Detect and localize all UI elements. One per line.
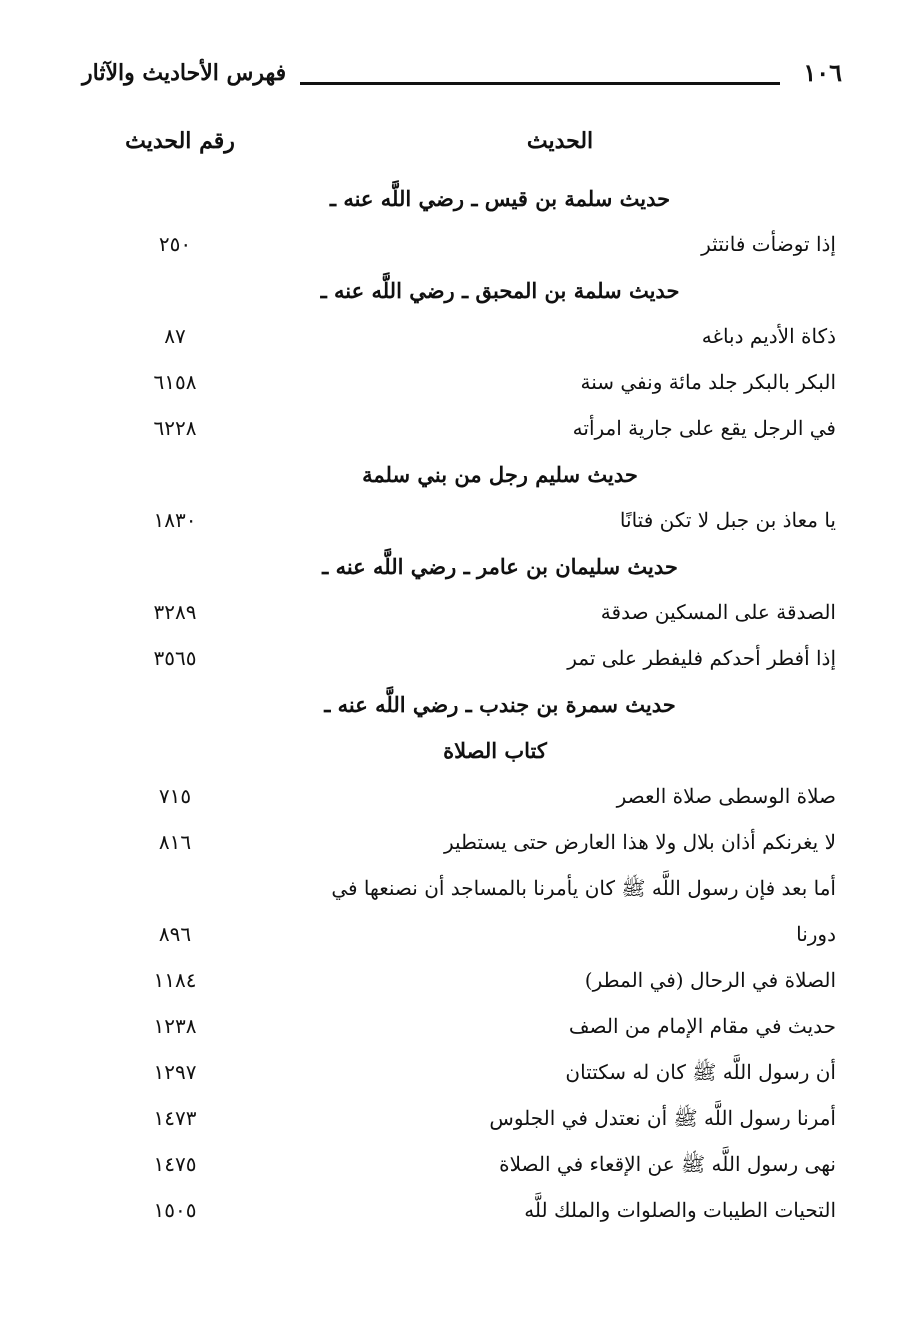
hadith-number: ٨٩٦ bbox=[158, 922, 192, 946]
hadith-text: إذا أفطر أحدكم فليفطر على تمر bbox=[567, 646, 836, 670]
hadith-text: يا معاذ بن جبل لا تكن فتانًا bbox=[619, 508, 836, 532]
hadith-text: الصدقة على المسكين صدقة bbox=[600, 600, 836, 624]
hadith-index-list bbox=[120, 178, 840, 1236]
hadith-number: ١٢٩٧ bbox=[153, 1060, 197, 1084]
section-heading-text: حديث سليمان بن عامر ـ رضي اللَّه عنه ـ bbox=[322, 554, 678, 579]
hadith-text: صلاة الوسطى صلاة العصر bbox=[616, 784, 836, 808]
section-heading bbox=[120, 454, 840, 500]
list-item bbox=[120, 914, 840, 960]
section-heading bbox=[120, 178, 840, 224]
hadith-text: البكر بالبكر جلد مائة ونفي سنة bbox=[580, 370, 836, 394]
hadith-number: ١٢٣٨ bbox=[153, 1014, 197, 1038]
hadith-text: دورنا bbox=[796, 922, 836, 946]
hadith-text: أما بعد فإن رسول اللَّه ﷺ كان يأمرنا بالمساجد أن نصنعها في bbox=[331, 876, 836, 900]
hadith-text: أن رسول اللَّه ﷺ كان له سكتتان bbox=[565, 1060, 836, 1084]
section-heading-text: حديث سلمة بن المحبق ـ رضي اللَّه عنه ـ bbox=[320, 278, 680, 303]
list-item bbox=[120, 868, 840, 914]
hadith-text: الصلاة في الرحال (في المطر) bbox=[584, 968, 836, 992]
hadith-number: ٣٥٦٥ bbox=[153, 646, 197, 670]
list-item bbox=[120, 592, 840, 638]
section-heading bbox=[120, 546, 840, 592]
list-item bbox=[120, 362, 840, 408]
hadith-number: ١٤٧٥ bbox=[153, 1152, 197, 1176]
list-item bbox=[120, 1190, 840, 1236]
hadith-text: في الرجل يقع على جارية امرأته bbox=[572, 416, 836, 440]
running-title: فهرس الأحاديث والآثار bbox=[82, 60, 287, 86]
hadith-text: ذكاة الأديم دباغه bbox=[701, 324, 836, 348]
column-header-number: رقم الحديث bbox=[125, 128, 235, 154]
hadith-text: أمرنا رسول اللَّه ﷺ أن نعتدل في الجلوس bbox=[489, 1106, 836, 1130]
list-item bbox=[120, 822, 840, 868]
hadith-number: ٧١٥ bbox=[158, 784, 192, 808]
list-item bbox=[120, 1006, 840, 1052]
hadith-text: لا يغرنكم أذان بلال ولا هذا العارض حتى يستطير bbox=[443, 830, 836, 854]
list-item bbox=[120, 500, 840, 546]
list-item bbox=[120, 776, 840, 822]
hadith-number: ١١٨٤ bbox=[153, 968, 197, 992]
hadith-number: ١٥٠٥ bbox=[153, 1198, 197, 1222]
hadith-number: ٨١٦ bbox=[158, 830, 192, 854]
header-rule bbox=[300, 82, 780, 85]
list-item bbox=[120, 960, 840, 1006]
list-item bbox=[120, 1052, 840, 1098]
hadith-number: ٢٥٠ bbox=[158, 232, 192, 256]
hadith-text: التحيات الطيبات والصلوات والملك للَّه bbox=[524, 1198, 836, 1222]
list-item bbox=[120, 316, 840, 362]
section-heading-text: حديث سلمة بن قيس ـ رضي اللَّه عنه ـ bbox=[329, 186, 671, 211]
hadith-number: ٣٢٨٩ bbox=[153, 600, 197, 624]
list-item bbox=[120, 1144, 840, 1190]
section-heading-text: حديث سليم رجل من بني سلمة bbox=[362, 462, 638, 487]
hadith-number: ٨٧ bbox=[164, 324, 186, 348]
section-heading bbox=[120, 684, 840, 730]
list-item bbox=[120, 1098, 840, 1144]
section-heading bbox=[120, 270, 840, 316]
hadith-text: حديث في مقام الإمام من الصف bbox=[568, 1014, 836, 1038]
column-header-hadith: الحديث bbox=[526, 128, 594, 154]
book-heading-text: كتاب الصلاة bbox=[443, 738, 547, 763]
running-header bbox=[82, 58, 842, 98]
list-item bbox=[120, 408, 840, 454]
hadith-text: نهى رسول اللَّه ﷺ عن الإقعاء في الصلاة bbox=[499, 1152, 836, 1176]
hadith-number: ١٨٣٠ bbox=[153, 508, 197, 532]
hadith-number: ٦٢٢٨ bbox=[153, 416, 197, 440]
section-heading-text: حديث سمرة بن جندب ـ رضي اللَّه عنه ـ bbox=[324, 692, 676, 717]
hadith-number: ١٤٧٣ bbox=[153, 1106, 197, 1130]
list-item bbox=[120, 638, 840, 684]
book-heading bbox=[120, 730, 840, 776]
page-number: ١٠٦ bbox=[803, 58, 842, 87]
list-item bbox=[120, 224, 840, 270]
hadith-number: ٦١٥٨ bbox=[153, 370, 197, 394]
hadith-text: إذا توضأت فانتثر bbox=[701, 232, 836, 256]
